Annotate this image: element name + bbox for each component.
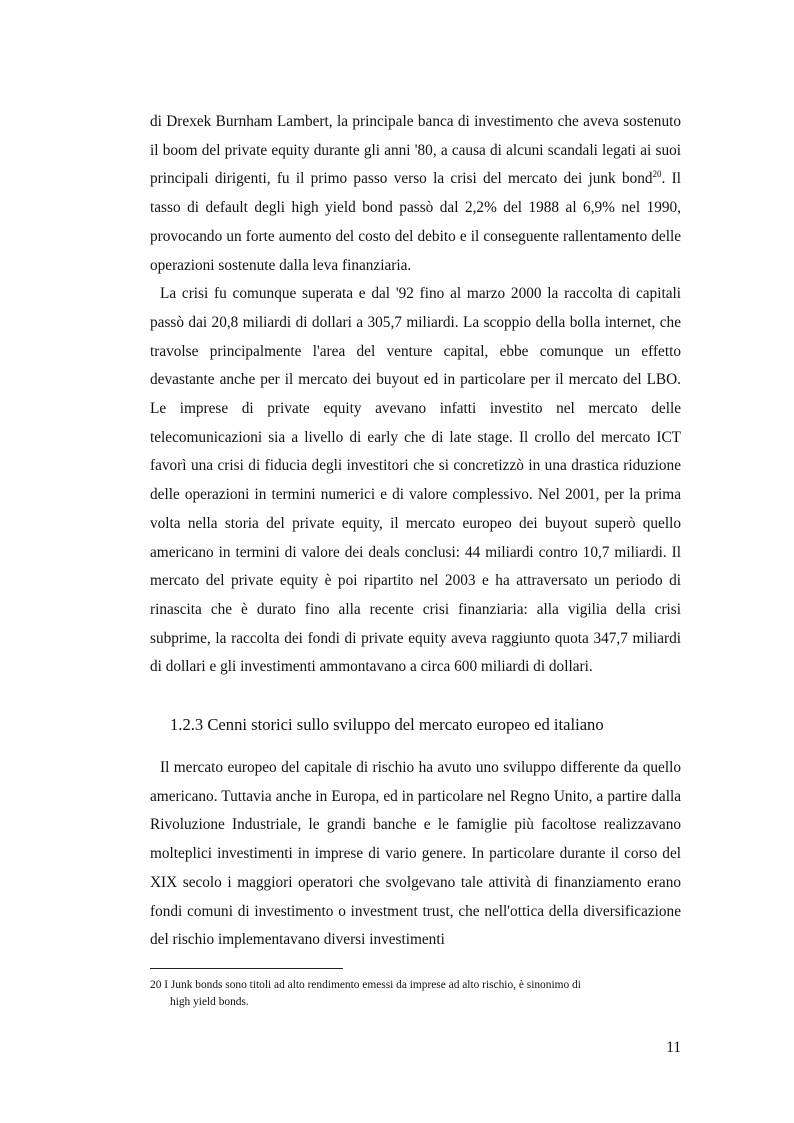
section-heading: 1.2.3 Cenni storici sullo sviluppo del mercato europeo ed italiano — [170, 715, 604, 735]
footnote-divider — [150, 968, 343, 969]
footnote-text-line-1: 20 I Junk bonds sono titoli ad alto rendimento emessi da imprese ad alto rischio, è sinonimo di — [150, 979, 581, 991]
paragraph-1 — [150, 108, 681, 280]
footnote-text-line-2: high yield bonds. — [170, 996, 249, 1008]
page-body — [150, 108, 681, 955]
paragraph-3: Il mercato europeo del capitale di rischio ha avuto uno sviluppo differente da quello americano. Tuttavia anche in Europa, ed in particolare nel Regno Unito, a partire dalla Rivoluzione Industriale, le grandi banche e le famiglie più facoltose realizzavano molteplici investimenti in imprese di vario genere. In particolare durante il corso del XIX secolo i maggiori operatori che svolgevano tale attività di finanziamento erano fondi comuni di investimento o investment trust, che nell'ottica della diversificazione del rischio implementavano diversi investimenti — [150, 759, 681, 949]
footnote-20 — [150, 977, 681, 1011]
footnote-reference-20[interactable]: 20 — [652, 169, 662, 180]
page-number: 11 — [666, 1039, 681, 1056]
paragraph-1-text-end: . Il tasso di default degli high yield bond passò dal 2,2% del 1988 al 6,9% nel 1990, provocando un forte aumento del costo del debito e il conseguente rallentamento delle operazioni sostenute dalla leva finanziaria. — [150, 170, 681, 274]
paragraph-1-text-start: di Drexek Burnham Lambert, la principale banca di investimento che aveva sostenuto il boom del private equity durante gli anni '80, a causa di alcuni scandali legati ai suoi principali dirigenti, fu il primo passo verso la crisi del mercato dei junk bond — [150, 113, 681, 188]
paragraph-2: La crisi fu comunque superata e dal '92 fino al marzo 2000 la raccolta di capitali passò dai 20,8 miliardi di dollari a 305,7 miliardi. La scoppio della bolla internet, che travolse principalmente l'area del venture capital, ebbe comunque un effetto devastante anche per il mercato dei buyout ed in particolare per il mercato del LBO. Le imprese di private equity avevano infatti investito nel mercato delle telecomunicazioni sia a livello di early che di late stage. Il crollo del mercato ICT favorì una crisi di fiducia degli investitori che si concretizzò in una drastica riduzione delle operazioni in termini numerici e di valore complessivo. Nel 2001, per la prima volta nella storia del private equity, il mercato europeo dei buyout superò quello americano in termini di valore dei deals conclusi: 44 miliardi contro 10,7 miliardi. Il mercato del private equity è poi ripartito nel 2003 e ha attraversato un periodo di rinascita che è durato fino alla recente crisi finanziaria: alla vigilia della crisi subprime, la raccolta dei fondi di private equity aveva raggiunto quota 347,7 miliardi di dollari e gli investimenti ammontavano a circa 600 miliardi di dollari. — [150, 285, 681, 676]
